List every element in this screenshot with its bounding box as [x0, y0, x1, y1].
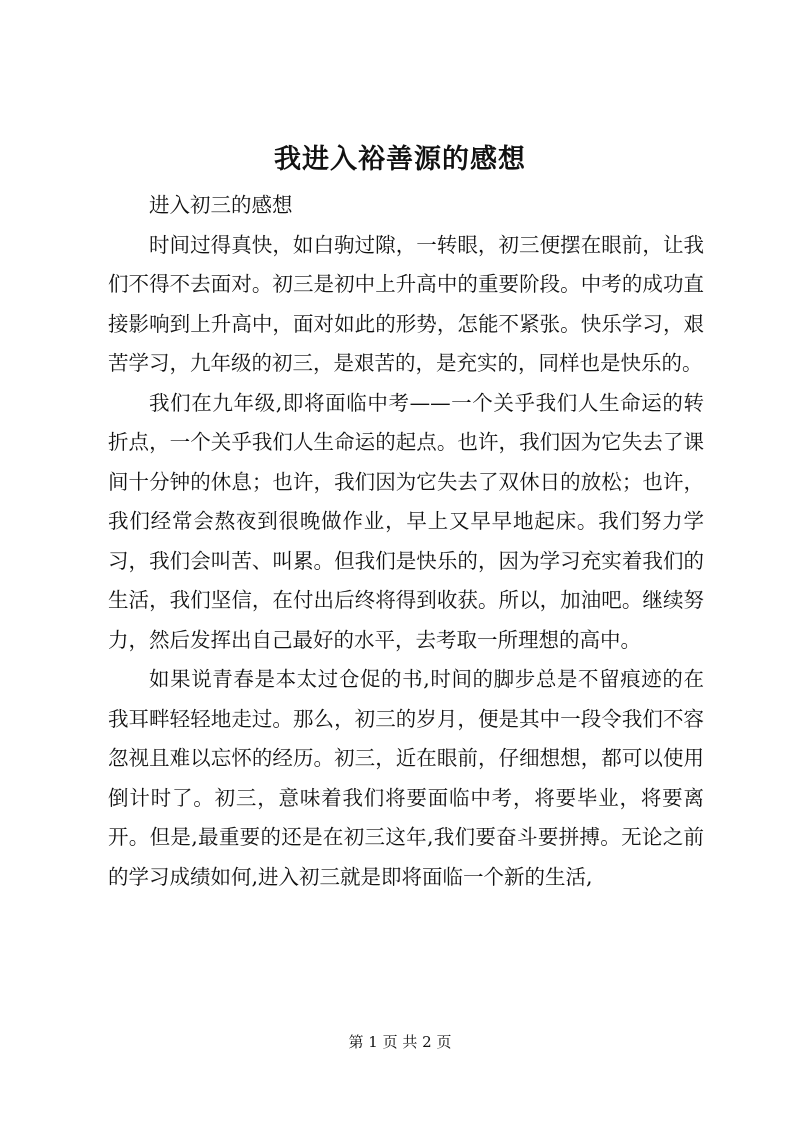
paragraph-1: 时间过得真快，如白驹过隙，一转眼，初三便摆在眼前，让我们不得不去面对。初三是初中上升高中的重要阶段。中考的成功直接影响到上升高中，面对如此的形势，怎能不紧张。快乐学习，艰苦学习，九年级的初三，是艰苦的，是充实的，同样也是快乐的。 [108, 232, 704, 375]
paragraph-2: 我们在九年级,即将面临中考——一个关乎我们人生命运的转折点，一个关乎我们人生命运的起点。也许，我们因为它失去了课间十分钟的休息；也许，我们因为它失去了双休日的放松；也许，我们经常会熬夜到很晚做作业，早上又早早地起床。我们努力学习，我们会叫苦、叫累。但我们是快乐的，因为学习充实着我们的生活，我们坚信，在付出后终将得到收获。所以，加油吧。继续努力，然后发挥出自己最好的水平，去考取一所理想的高中。 [108, 390, 704, 652]
section-subtitle: 进入初三的感想 [149, 193, 293, 217]
paragraph-3: 如果说青春是本太过仓促的书,时间的脚步总是不留痕迹的在我耳畔轻轻地走过。那么，初三的岁月，便是其中一段令我们不容忽视且难以忘怀的经历。初三，近在眼前，仔细想想，都可以使用倒计时了。初三，意味着我们将要面临中考，将要毕业，将要离开。但是,最重要的还是在初三这年,我们要奋斗要拼搏。无论之前的学习成绩如何,进入初三就是即将面临一个新的生活, [108, 667, 704, 889]
page-footer: 第 1 页 共 2 页 [348, 1033, 452, 1051]
document-body [108, 186, 704, 897]
document-title: 我进入裕善源的感想 [274, 144, 526, 175]
